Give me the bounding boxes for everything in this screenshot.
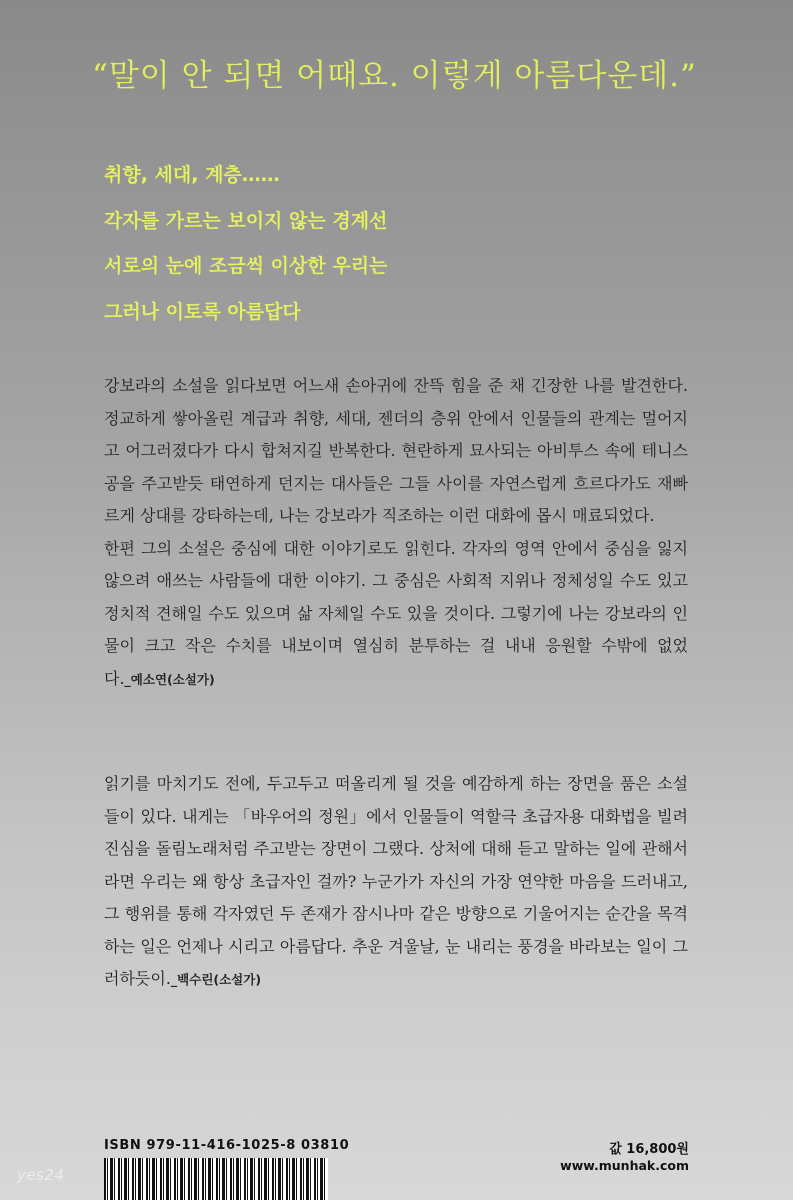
review-paragraph: 강보라의 소설을 읽다보면 어느새 손아귀에 잔뜩 힘을 준 채 긴장한 나를 발견한다. 정교하게 쌓아올린 계급과 취향, 세대, 젠더의 층위 안에서 인물들의 관계는 멀어지고 어그러졌다가 다시 합쳐지길 반복한다. 현란하게 묘사되는 아비투스 속에 테니스공을 주고받듯 태연하게 던지는 대사들은 그들 사이를 자연스럽게 흐르다가도 재빠르게 상대를 강타하는데, 나는 강보라가 직조하는 이런 대화에 몹시 매료되었다. bbox=[104, 376, 688, 525]
review-paragraph bbox=[104, 533, 688, 697]
review-author: _예소연(소설가) bbox=[124, 671, 215, 687]
review-paragraph-text: 읽기를 마치기도 전에, 두고두고 떠올리게 될 것을 예감하게 하는 장면을 품은 소설들이 있다. 내게는 「바우어의 정원」에서 인물들이 역할극 초급자용 대화법을 빌려 진심을 돌림노래처럼 주고받는 장면이 그랬다. 상처에 대해 듣고 말하는 일에 관해서라면 우리는 왜 항상 초급자인 걸까? 누군가가 자신의 가장 연약한 마음을 드러내고, 그 행위를 통해 각자였던 두 존재가 잠시나마 같은 방향으로 기울어지는 순간을 목격하는 일은 언제나 시리고 아름답다. 추운 겨울날, 눈 내리는 풍경을 바라보는 일이 그러하듯이. bbox=[104, 774, 688, 988]
tagline-line: 서로의 눈에 조금씩 이상한 우리는 bbox=[104, 255, 388, 277]
tagline-line: 각자를 가르는 보이지 않는 경계선 bbox=[104, 209, 388, 232]
tagline bbox=[104, 153, 387, 335]
tagline-line: 취향, 세대, 계층…… bbox=[104, 164, 280, 186]
price-label: 값 16,800원 bbox=[609, 1142, 689, 1157]
barcode-image bbox=[104, 1158, 328, 1200]
review-author: _백수린(소설가) bbox=[170, 972, 262, 987]
cover-quote: “말이 안 되면 어때요. 이렇게 아름다운데.” bbox=[92, 58, 697, 94]
review-paragraph-text: 한편 그의 소설은 중심에 대한 이야기로도 읽힌다. 각자의 영역 안에서 중심을 잃지 않으려 애쓰는 사람들에 대한 이야기. 그 중심은 사회적 지위나 정체성일 수도 있고 정치적 견해일 수도 있으며 삶 자체일 수도 있을 것이다. 그렇기에 나는 강보라의 인물이 크고 작은 수치를 내보이며 열심히 분투하는 걸 내내 응원할 수밖에 없었다. bbox=[104, 538, 688, 688]
review-paragraph bbox=[104, 768, 688, 997]
publisher-url[interactable]: www.munhak.com bbox=[560, 1158, 689, 1173]
watermark-logo: yes24 bbox=[17, 1166, 65, 1184]
review-baek-surin bbox=[104, 768, 688, 997]
isbn-number: ISBN 979-11-416-1025-8 03810 bbox=[104, 1138, 350, 1153]
tagline-line: 그러나 이토록 아름답다 bbox=[104, 300, 301, 323]
review-ye-soyeon bbox=[104, 370, 688, 696]
